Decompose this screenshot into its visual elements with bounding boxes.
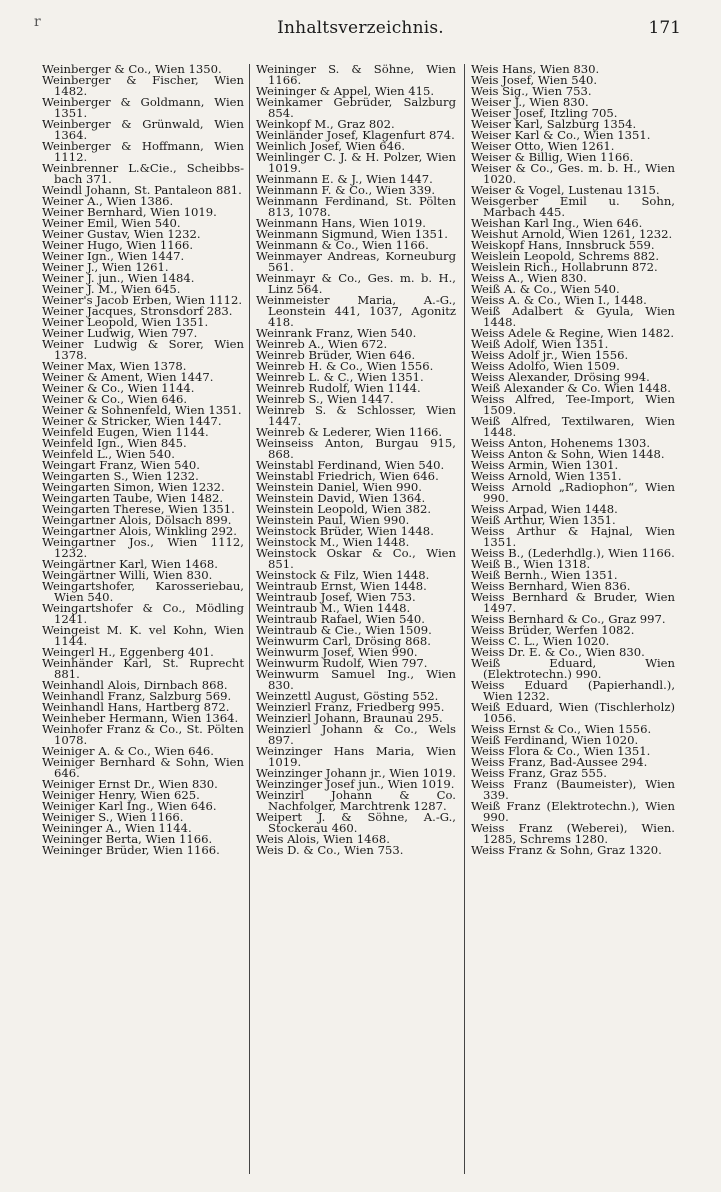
index-entry: Weingarten Simon, Wien 1232. (42, 480, 225, 494)
index-entry: Weinreb S. & Schlosser, Wien 1447. (256, 403, 456, 428)
index-entry: Weiss Franz & Sohn, Graz 1320. (471, 843, 662, 857)
index-entry: Weinstein David, Wien 1364. (256, 491, 426, 505)
index-entry: Weiner Gustav, Wien 1232. (42, 227, 201, 241)
index-entry: Weinhandl Franz, Salzburg 569. (42, 689, 232, 703)
index-entry: Weis Hans, Wien 830. (471, 62, 600, 76)
index-column-2 (256, 64, 456, 856)
index-entry: Weingart Franz, Wien 540. (42, 458, 200, 472)
index-entry: Weiner & Ament, Wien 1447. (42, 370, 214, 384)
index-entry: Weinwurm Rudolf, Wien 797. (256, 656, 428, 670)
index-entry: Weiniger S., Wien 1166. (42, 810, 184, 824)
index-column-1 (42, 64, 244, 856)
index-entry: Weininger S. & Söhne, Wien 1166. (256, 62, 456, 87)
index-entry: Weinzierl Johann, Braunau 295. (256, 711, 443, 725)
index-entry: Weinfeld L., Wien 540. (42, 447, 175, 461)
index-entry: Weintraub & Cie., Wien 1509. (256, 623, 432, 637)
index-entry: Weinheber Hermann, Wien 1364. (42, 711, 239, 725)
index-entry: Weiss Arnold „Radiophon“, Wien 990. (471, 480, 675, 505)
index-entry: Weinstabl Ferdinand, Wien 540. (256, 458, 445, 472)
index-entry: Weiner Ludwig & Sorer, Wien 1378. (42, 337, 244, 362)
column-divider (464, 64, 465, 1174)
index-entry: Weinhandl Alois, Dirnbach 868. (42, 678, 228, 692)
index-entry: Weinmann E. & J., Wien 1447. (256, 172, 433, 186)
index-entry: Weiser Otto, Wien 1261. (471, 139, 615, 153)
index-entry: Weiss Franz, Bad-Aussee 294. (471, 755, 648, 769)
index-entry: Weingartner Jos., Wien 1112, 1232. (42, 535, 244, 560)
index-entry: Weinkopf M., Graz 802. (256, 117, 395, 131)
index-entry: Weiss Flora & Co., Wien 1351. (471, 744, 651, 758)
index-entry: Weis D. & Co., Wien 753. (256, 843, 404, 857)
index-entry: Weinreb H. & Co., Wien 1556. (256, 359, 434, 373)
index-entry: Weiß Franz (Elektrotechn.), Wien 990. (471, 799, 675, 824)
index-entry: Weiss B., (Lederhdlg.), Wien 1166. (471, 546, 675, 560)
index-entry: Weinrank Franz, Wien 540. (256, 326, 417, 340)
index-entry: Weiss Adolfo, Wien 1509. (471, 359, 620, 373)
index-entry: Weininger Berta, Wien 1166. (42, 832, 213, 846)
index-entry: Weinhofer Franz & Co., St. Pölten 1078. (42, 722, 244, 747)
index-entry: Weiss Franz, Graz 555. (471, 766, 607, 780)
margin-mark: r (34, 14, 41, 30)
index-entry: Weinberger & Co., Wien 1350. (42, 62, 222, 76)
index-entry: Weinmann Hans, Wien 1019. (256, 216, 426, 230)
index-entry: Weinberger & Grünwald, Wien 1364. (42, 117, 244, 142)
index-entry: Weinmann Ferdinand, St. Pölten 813, 1078. (256, 194, 456, 219)
index-entry: Weinmann F. & Co., Wien 339. (256, 183, 436, 197)
index-entry: Weiss Anton & Sohn, Wien 1448. (471, 447, 665, 461)
index-entry: Weiß Eduard, Wien (Tischlerholz) 1056. (471, 700, 675, 725)
index-entry: Weiss Brüder, Werfen 1082. (471, 623, 635, 637)
index-entry: Weinkamer Gebrüder, Salzburg 854. (256, 95, 456, 120)
index-entry: Weinreb L. & C., Wien 1351. (256, 370, 424, 384)
index-entry: Weiser Josef, Itzling 705. (471, 106, 618, 120)
index-entry: Weinländer Josef, Klagenfurt 874. (256, 128, 455, 142)
index-entry: Weingarten Taube, Wien 1482. (42, 491, 224, 505)
index-entry: Weinzinger Josef jun., Wien 1019. (256, 777, 455, 791)
index-entry: Weinstabl Friedrich, Wien 646. (256, 469, 439, 483)
index-entry: Weiss Alexander, Drösing 994. (471, 370, 650, 384)
page-header (0, 14, 721, 44)
index-entry: Weingarten Therese, Wien 1351. (42, 502, 235, 516)
index-entry: Weinzinger Johann jr., Wien 1019. (256, 766, 456, 780)
index-entry: Weininger A., Wien 1144. (42, 821, 192, 835)
index-entry: Weingeist M. K. vel Kohn, Wien 1144. (42, 623, 244, 648)
index-entry: Weinmayer Andreas, Korneuburg 561. (256, 249, 456, 274)
index-entry: Weiner J., Wien 1261. (42, 260, 169, 274)
index-entry: Weinreb S., Wien 1447. (256, 392, 394, 406)
index-entry: Weinmeister Maria, A.-G., Leonstein 441, 1037, Agonitz 418. (256, 293, 456, 329)
index-entry: Weiniger Karl Ing., Wien 646. (42, 799, 217, 813)
index-entry: Weiss A., Wien 830. (471, 271, 587, 285)
index-entry: Weinmayr & Co., Ges. m. b. H., Linz 564. (256, 271, 456, 296)
index-entry: Weinzirl Johann & Co. Nachfolger, Marchtrenk 1287. (256, 788, 456, 813)
index-entry: Weiss C. L., Wien 1020. (471, 634, 610, 648)
index-entry: Weinreb Brüder, Wien 646. (256, 348, 416, 362)
index-entry: Weis Sig., Wien 753. (471, 84, 592, 98)
index-entry: Weinlinger C. J. & H. Polzer, Wien 1019. (256, 150, 456, 175)
index-entry: Weishut Arnold, Wien 1261, 1232. (471, 227, 673, 241)
index-entry: Weinmann & Co., Wien 1166. (256, 238, 429, 252)
page-number: 171 (648, 18, 681, 38)
index-entry: Weinfeld Ign., Wien 845. (42, 436, 187, 450)
index-entry: Weiß Alexander & Co. Wien 1448. (471, 381, 671, 395)
index-entry: Weinstein Daniel, Wien 990. (256, 480, 422, 494)
index-entry: Weiniger Bernhard & Sohn, Wien 646. (42, 755, 244, 780)
index-entry: Weinhänder Karl, St. Ruprecht 881. (42, 656, 244, 681)
index-entry: Weinberger & Fischer, Wien 1482. (42, 73, 244, 98)
index-entry: Weintraub Ernst, Wien 1448. (256, 579, 427, 593)
index-entry: Weiner Ign., Wien 1447. (42, 249, 185, 263)
index-entry: Weiser & Co., Ges. m. b. H., Wien 1020. (471, 161, 675, 186)
index-entry: Weiner Bernhard, Wien 1019. (42, 205, 217, 219)
index-entry: Weiner J. jun., Wien 1484. (42, 271, 195, 285)
index-entry: Weiss Franz (Baumeister), Wien 339. (471, 777, 675, 802)
index-entry: Weiss Arpad, Wien 1448. (471, 502, 618, 516)
index-entry: Weingerl H., Eggenberg 401. (42, 645, 214, 659)
index-entry: Weintraub Josef, Wien 753. (256, 590, 416, 604)
index-entry: Weis Alois, Wien 1468. (256, 832, 390, 846)
index-entry: Weinseiss Anton, Burgau 915, 868. (256, 436, 456, 461)
index-entry: Weiß B., Wien 1318. (471, 557, 591, 571)
index-entry: Weindl Johann, St. Pantaleon 881. (42, 183, 242, 197)
index-entry: Weiss Adele & Regine, Wien 1482. (471, 326, 675, 340)
index-entry: Weinwurm Carl, Drösing 868. (256, 634, 431, 648)
index-entry: Weinstock Brüder, Wien 1448. (256, 524, 434, 538)
index-entry: Weiner Ludwig, Wien 797. (42, 326, 198, 340)
index-entry: Weingartner Alois, Winkling 292. (42, 524, 237, 538)
index-entry: Weiss Ernst & Co., Wien 1556. (471, 722, 652, 736)
index-entry: Weiner & Sohnenfeld, Wien 1351. (42, 403, 242, 417)
index-entry: Weingarten S., Wien 1232. (42, 469, 199, 483)
index-entry: Weiner & Stricker, Wien 1447. (42, 414, 222, 428)
index-entry: Weinreb Rudolf, Wien 1144. (256, 381, 421, 395)
index-entry: Weipert J. & Söhne, A.-G., Stockerau 460. (256, 810, 456, 835)
index-entry: Weinreb & Lederer, Wien 1166. (256, 425, 443, 439)
index-entry: Weingärtner Willi, Wien 830. (42, 568, 213, 582)
index-entry: Weiser Karl & Co., Wien 1351. (471, 128, 651, 142)
index-entry: Weiss Arnold, Wien 1351. (471, 469, 622, 483)
index-entry: Weinfeld Eugen, Wien 1144. (42, 425, 209, 439)
index-entry: Weiser & Billig, Wien 1166. (471, 150, 634, 164)
index-entry: Weiser J., Wien 830. (471, 95, 589, 109)
index-entry: Weislein Rich., Hollabrunn 872. (471, 260, 658, 274)
index-entry: Weinstein Leopold, Wien 382. (256, 502, 432, 516)
index-entry: Weiniger A. & Co., Wien 646. (42, 744, 214, 758)
page-title: Inhaltsverzeichnis. (277, 18, 444, 38)
index-entry: Weinberger & Hoffmann, Wien 1112. (42, 139, 244, 164)
index-entry: Weiner Max, Wien 1378. (42, 359, 187, 373)
index-entry: Weiss Dr. E. & Co., Wien 830. (471, 645, 645, 659)
index-entry: Weinmann Sigmund, Wien 1351. (256, 227, 448, 241)
index-entry: Weintraub M., Wien 1448. (256, 601, 411, 615)
index-entry: Weiss Arthur & Hajnal, Wien 1351. (471, 524, 675, 549)
index-entry: Weininger Brüder, Wien 1166. (42, 843, 220, 857)
index-entry: Weiss Bernhard & Bruder, Wien 1497. (471, 590, 675, 615)
index-entry: Weiniger Ernst Dr., Wien 830. (42, 777, 218, 791)
index-entry: Weishan Karl Ing., Wien 646. (471, 216, 643, 230)
index-entry: Weiniger Henry, Wien 625. (42, 788, 200, 802)
index-entry: Weiner Hugo, Wien 1166. (42, 238, 194, 252)
index-entry: Weiner's Jacob Erben, Wien 1112. (42, 293, 243, 307)
index-entry: Weiner Emil, Wien 540. (42, 216, 181, 230)
index-entry: Weiser & Vogel, Lustenau 1315. (471, 183, 660, 197)
index-entry: Weiss Adolf jr., Wien 1556. (471, 348, 629, 362)
index-entry: Weingartner Alois, Dölsach 899. (42, 513, 232, 527)
index-column-3 (471, 64, 675, 856)
index-entry: Weiß Eduard, Wien (Elektrotechn.) 990. (471, 656, 675, 681)
index-entry: Weinzettl August, Gösting 552. (256, 689, 439, 703)
index-entry: Weiss Anton, Hohenems 1303. (471, 436, 651, 450)
index-entry: Weiner Leopold, Wien 1351. (42, 315, 209, 329)
index-entry: Weintraub Rafael, Wien 540. (256, 612, 425, 626)
index-entry: Weinberger & Goldmann, Wien 1351. (42, 95, 244, 120)
index-entry: Weiner & Co., Wien 1144. (42, 381, 195, 395)
index-entry: Weiß Adolf, Wien 1351. (471, 337, 609, 351)
index-entry: Weiß Arthur, Wien 1351. (471, 513, 616, 527)
index-entry: Weingartshofer & Co., Mödling 1241. (42, 601, 244, 626)
index-entry: Weiß Bernh., Wien 1351. (471, 568, 618, 582)
index-entry: Weiner A., Wien 1386. (42, 194, 174, 208)
index-entry: Weinstein Paul, Wien 990. (256, 513, 410, 527)
index-entry: Weislein Leopold, Schrems 882. (471, 249, 660, 263)
index-entry: Weisgerber Emil u. Sohn, Marbach 445. (471, 194, 675, 219)
index-entry: Weiner & Co., Wien 646. (42, 392, 188, 406)
index-entry: Weinzierl Franz, Friedberg 995. (256, 700, 445, 714)
column-divider (249, 64, 250, 1174)
index-entry: Weiss Bernhard, Wien 836. (471, 579, 631, 593)
index-entry: Weinzierl Johann & Co., Wels 897. (256, 722, 456, 747)
index-entry: Weiss Bernhard & Co., Graz 997. (471, 612, 666, 626)
index-entry: Weinreb A., Wien 672. (256, 337, 388, 351)
index-entry: Weinwurm Josef, Wien 990. (256, 645, 418, 659)
index-entry: Weiss A. & Co., Wien I., 1448. (471, 293, 647, 307)
index-entry: Weis Josef, Wien 540. (471, 73, 598, 87)
index-entry: Weinlich Josef, Wien 646. (256, 139, 406, 153)
index-entry: Weinwurm Samuel Ing., Wien 830. (256, 667, 456, 692)
index-entry: Weinbrenner L.&Cie., Scheibbs-bach 371. (42, 161, 244, 186)
index-entry: Weiser Karl, Salzburg 1354. (471, 117, 637, 131)
index-entry: Weiskopf Hans, Innsbruck 559. (471, 238, 655, 252)
index-entry: Weinstock Oskar & Co., Wien 851. (256, 546, 456, 571)
index-entry: Weiss Alfred, Tee-Import, Wien 1509. (471, 392, 675, 417)
index-entry: Weiss Franz (Weberei), Wien. 1285, Schrems 1280. (471, 821, 675, 846)
index-entry: Weinhandl Hans, Hartberg 872. (42, 700, 230, 714)
index-entry: Weinstock M., Wien 1448. (256, 535, 410, 549)
index-entry: Weiß Ferdinand, Wien 1020. (471, 733, 639, 747)
index-entry: Weinzinger Hans Maria, Wien 1019. (256, 744, 456, 769)
index-entry: Weinstock & Filz, Wien 1448. (256, 568, 430, 582)
index-entry: Weingärtner Karl, Wien 1468. (42, 557, 218, 571)
index-entry: Weiss Armin, Wien 1301. (471, 458, 619, 472)
index-entry: Weingartshofer, Karosseriebau, Wien 540. (42, 579, 244, 604)
index-entry: Weiß Alfred, Textilwaren, Wien 1448. (471, 414, 675, 439)
index-entry: Weiß A. & Co., Wien 540. (471, 282, 620, 296)
index-entry: Weiner Jacques, Stronsdorf 283. (42, 304, 233, 318)
index-entry: Weininger & Appel, Wien 415. (256, 84, 435, 98)
index-entry: Weiss Eduard (Papierhandl.), Wien 1232. (471, 678, 675, 703)
index-entry: Weiß Adalbert & Gyula, Wien 1448. (471, 304, 675, 329)
index-entry: Weiner J. M., Wien 645. (42, 282, 181, 296)
